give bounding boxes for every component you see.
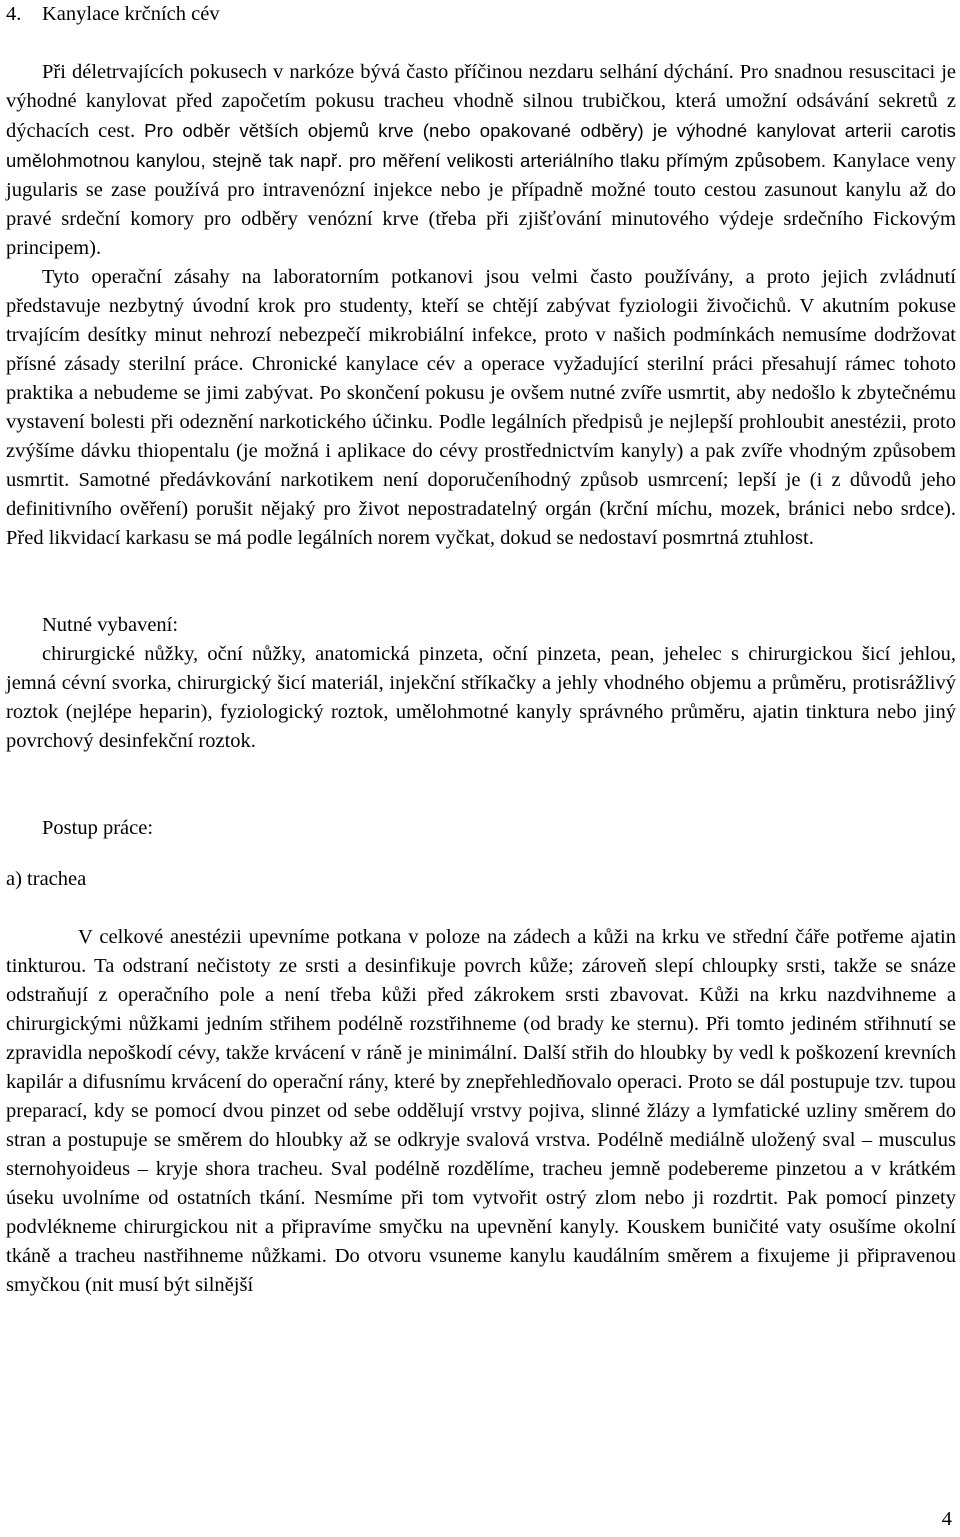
equipment-list: chirurgické nůžky, oční nůžky, anatomická pinzeta, oční pinzeta, pean, jehelec s chirurgickou šicí jehlou, jemná cévní svorka, chirurgický šicí materiál, injekční stříkačky a jehly vhodného objemu a průměru, protisrážlivý roztok (nejlépe heparin), fyziologický roztok, umělohmotné kanyly správného průměru, ajatin tinktura nebo jiný povrchový desinfekční roztok. [6, 643, 956, 752]
intro-paragraph [6, 58, 956, 263]
procedure-sublabel-trachea: a) trachea [6, 868, 87, 890]
operations-paragraph: Tyto operační zásahy na laboratorním potkanovi jsou velmi často používány, a proto jejich zvládnutí představuje nezbytný úvodní krok pro studenty, kteří se chtějí zabývat fyziologii živočichů. V akutním pokuse trvajícím desítky minut nehrozí nebezpečí mikrobiální infekce, proto v našich podmínkách nemusíme dodržovat přísné zásady sterilní práce. Chronické kanylace cév a operace vyžadující sterilní práci přesahují rámec tohoto praktika a nebudeme se jimi zabývat. Po skončení pokusu je ovšem nutné zvíře usmrtit, aby nedošlo k zbytečnému vystavení bolesti při odeznění narkotického účinku. Podle legálních předpisů je nejlepší prohloubit anestézii, proto zvýšíme dávku thiopentalu (je možná i aplikace do cévy prostřednictvím kanyly) a pak zvíře vhodným způsobem usmrtit. Samotné předávkování narkotikem není doporučeníhodný způsob usmrcení; lepší je (i z důvodů jeho definitivního ověření) porušit nějaký pro život nepostradatelný orgán (krční míchu, mozek, bránici nebo srdce). Před likvidací karkasu se má podle legálních norem vyčkat, dokud se nedostaví posmrtná ztuhlost. [6, 266, 956, 549]
intro-text-sans: Pro odběr větších objemů krve (nebo opakované odběry) je výhodné kanylovat arterii carotis umělohmotnou kanylou, stejně tak např. pro měření velikosti arteriálního tlaku přímým způsobem. [6, 120, 956, 171]
document-page [6, 0, 956, 1300]
intro-text-serif: Při déletrvajících pokusech v narkóze bývá často příčinou nezdaru selhání dýchání. Pro snadnou resuscitaci je výhodné kanylovat před započetím pokusu tracheu vhodně silnou trubičkou, která umožní odsávání sekretů z dýchacích cest. [6, 61, 956, 142]
section-number: 4. [6, 3, 22, 25]
equipment-label: Nutné vybavení: [42, 614, 179, 636]
section-title: Kanylace krčních cév [42, 3, 220, 25]
intro-text-serif-end: Kanylace veny jugularis se zase používá pro intravenózní injekce nebo je případně možné touto cestou zasunout kanylu až do pravé srdeční komory pro odběry venózní krve (třeba při zjišťování minutového výdeje srdečního Fickovým principem). [6, 150, 956, 259]
procedure-label: Postup práce: [42, 817, 154, 839]
trachea-procedure-text: V celkové anestézii upevníme potkana v poloze na zádech a kůži na krku ve střední čáře potřeme ajatin tinkturou. Ta odstraní nečistoty ze srsti a desinfikuje povrch kůže; zároveň slepí chloupky srsti, takže se snáze odstraňují z operačního pole a není třeba kůži před zákrokem srsti zbavovat. Kůži na krku nazdvihneme a chirurgickými nůžkami jedním střihem podélně rozstřihneme (od brady ke sternu). Při tomto jediném střihnutí se zpravidla nepoškodí cévy, takže krvácení v ráně je minimální. Další střih do hloubky by vedl k poškození krevních kapilár a difusnímu krvácení do operační rány, které by znepřehledňovalo operaci. Proto se dál postupuje tzv. tupou preparací, kdy se pomocí dvou pinzet od sebe oddělují vrstvy pojiva, slinné žlázy a lymfatické uzliny směrem do stran a postupuje se směrem do hloubky až se odkryje svalová vrstva. Podélně mediálně uložený sval – musculus sternohyoideus – kryje shora tracheu. Sval podélně rozdělíme, tracheu jemně podebereme pinzetou a v krátkém úseku uvolníme od ostatních tkání. Nesmíme při tom vytvořit ostrý zlom nebo ji rozdrtit. Pak pomocí pinzety podvlékneme chirurgickou nit a připravíme smyčku na upevnění kanyly. Kouskem buničité vaty osušíme okolní tkáně a tracheu nastřihneme nůžkami. Do otvoru vsuneme kanylu kaudálním směrem a fixujeme ji připravenou smyčkou (nit musí být silnější [6, 926, 956, 1296]
section-heading [6, 0, 956, 29]
page-number: 4 [941, 1508, 952, 1530]
